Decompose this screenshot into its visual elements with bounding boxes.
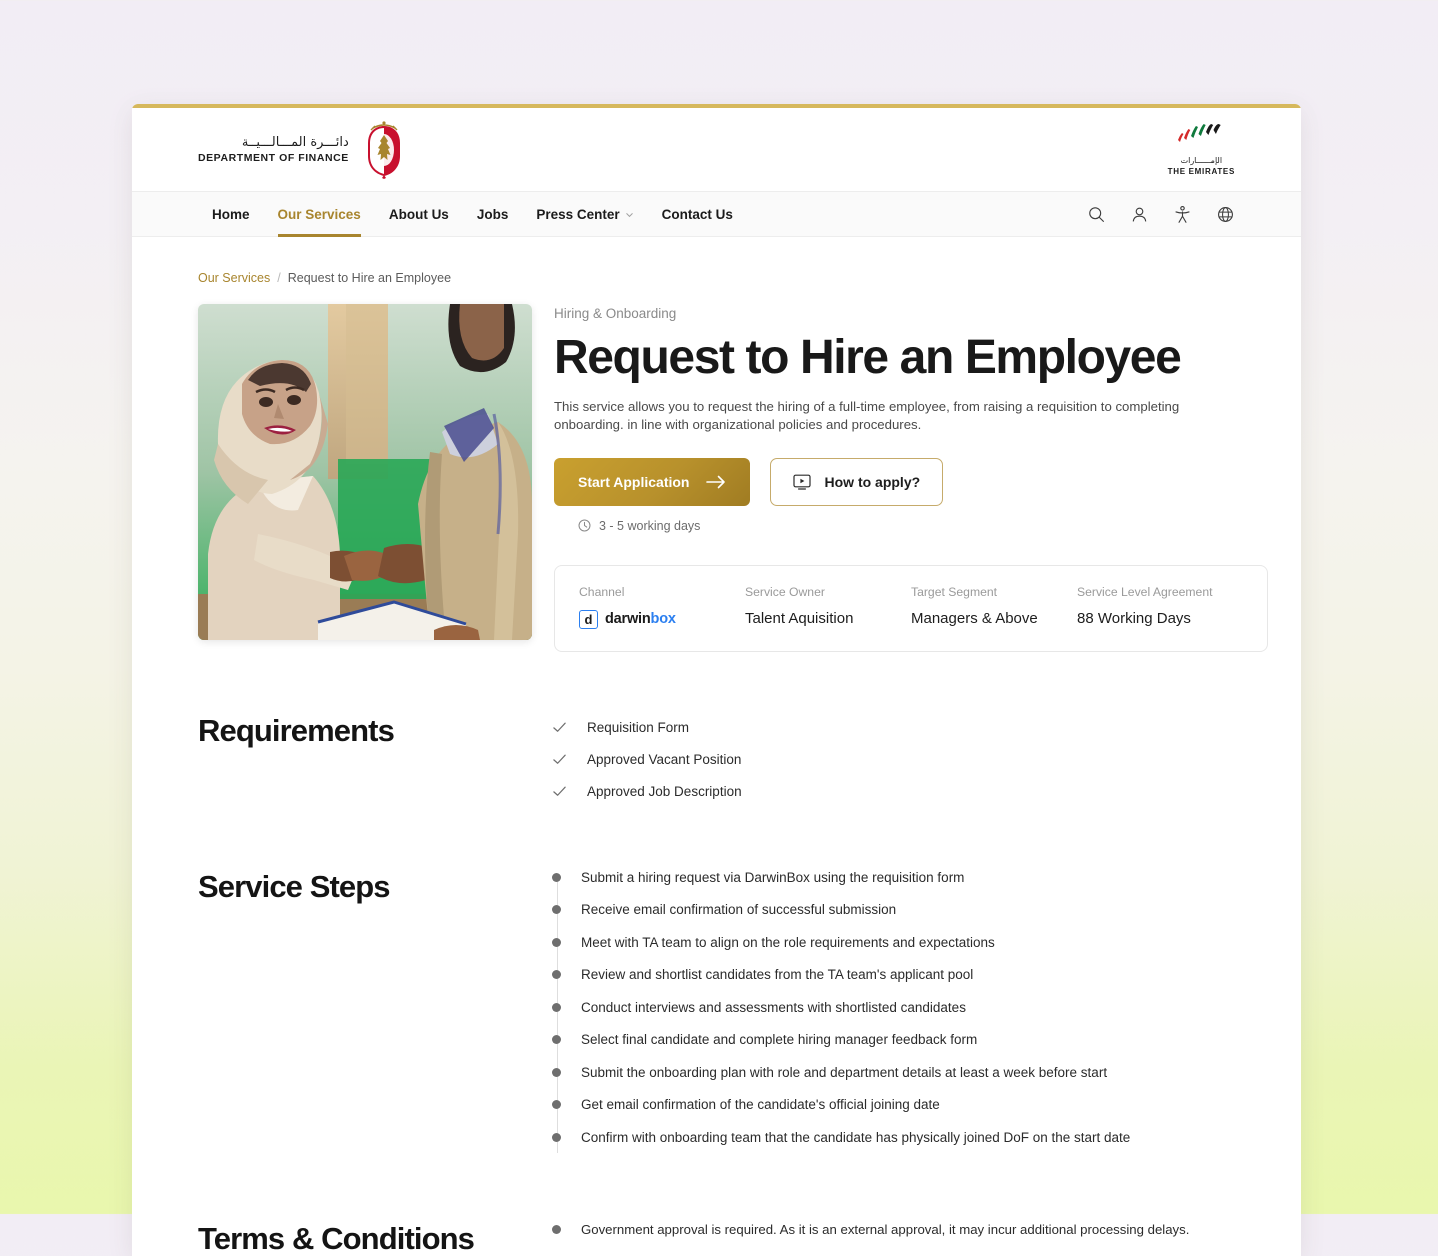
accessibility-icon[interactable] [1173,205,1192,224]
dof-logo-wordmark [198,134,349,165]
dof-logo[interactable] [198,121,407,179]
list-item-text: Select final candidate and complete hiring manager feedback form [581,1032,978,1048]
dof-logo-arabic: دائـــرة المـــالـــيــة [241,135,349,150]
timeline-dot-icon [552,1068,561,1077]
emirates-logo[interactable] [1168,124,1235,176]
page-card [132,104,1301,1256]
timeline-dot-icon [552,970,561,979]
list-item [552,1220,1235,1239]
timeline-dot-icon [552,938,561,947]
list-item [552,998,1235,1031]
list-item-text: Submit the onboarding plan with role and department details at least a week before start [581,1064,1108,1080]
list-item-text: Get email confirmation of the candidate's official joining date [581,1097,940,1113]
list-item-text: Government approval is required. As it is an external approval, it may incur additional processing delays. [581,1222,1190,1238]
nav-item-about-us[interactable] [375,191,463,237]
illustration-handshake-business-meeting-icon [198,304,532,640]
nav-label: Jobs [476,206,509,222]
language-globe-icon[interactable] [1216,205,1235,224]
list-item [552,1063,1235,1096]
check-icon [552,752,567,767]
list-item [552,744,1235,776]
timeline-dot-icon [552,1035,561,1044]
list-item-text: Conduct interviews and assessments with shortlisted candidates [581,999,966,1015]
check-icon [552,784,567,799]
darwinbox-logo [579,610,745,629]
video-play-icon [793,474,811,490]
darwinbox-mark-icon: d [579,610,598,629]
abu-dhabi-falcon-emblem-icon [361,121,407,179]
nav-item-contact-us[interactable] [648,191,747,237]
nav-links [198,191,747,237]
list-item-text: Submit a hiring request via DarwinBox using the requisition form [581,869,965,885]
list-item [552,965,1235,998]
list-item-text: Review and shortlist candidates from the TA team's applicant pool [581,967,974,983]
uae-flag-strokes-icon [1176,124,1226,154]
meta-sla [1077,585,1243,629]
meta-service-owner [745,585,911,629]
breadcrumb-parent-link[interactable]: Our Services [198,271,271,285]
main-navigation [132,191,1301,237]
list-item [552,1095,1235,1128]
list-item-text: Confirm with onboarding team that the candidate has physically joined DoF on the start date [581,1129,1131,1145]
terms-conditions-heading: Terms & Conditions [198,1221,475,1256]
list-item [552,933,1235,966]
meta-channel [579,585,745,629]
page-title: Request to Hire an Employee [554,331,1181,384]
cta-row [554,458,1268,533]
clock-icon [578,519,591,532]
arrow-right-icon [706,475,726,489]
timeline-dot-icon [552,1133,561,1142]
list-item [552,1128,1235,1161]
list-item [552,776,1235,808]
nav-item-press-center[interactable] [522,191,647,237]
service-meta-card [554,565,1268,652]
page-content [132,237,1301,1256]
nav-item-our-services[interactable] [264,191,375,237]
user-account-icon[interactable] [1130,205,1149,224]
emirates-logo-arabic: الإمــــــارات [1180,155,1223,165]
meta-target-segment [911,585,1077,629]
list-item-text: Approved Job Description [587,784,742,800]
hero-body [554,304,1268,652]
meta-value: 88 Working Days [1077,609,1191,627]
breadcrumb-current: Request to Hire an Employee [287,271,452,285]
timeline-dot-icon [552,873,561,882]
requirements-section [198,712,1235,808]
meta-label: Target Segment [911,584,998,599]
nav-label: About Us [388,206,449,222]
service-steps-heading: Service Steps [198,868,390,904]
bullet-dot-icon [552,1225,561,1234]
timeline-dot-icon [552,1100,561,1109]
breadcrumb [198,271,1235,285]
processing-duration [554,519,750,533]
check-icon [552,720,567,735]
duration-text: 3 - 5 working days [599,518,701,533]
nav-label: Home [212,206,250,222]
how-to-apply-button[interactable] [770,458,944,506]
darwinbox-wordmark: darwinbox [605,611,676,628]
timeline-dot-icon [552,1003,561,1012]
start-application-button[interactable] [554,458,750,506]
list-item [552,900,1235,933]
nav-label: Our Services [277,206,361,222]
nav-label: Contact Us [661,206,733,222]
meta-label: Service Level Agreement [1077,584,1213,599]
requirements-heading: Requirements [198,712,394,748]
timeline-dot-icon [552,905,561,914]
list-item [552,868,1235,901]
list-item [552,712,1235,744]
meta-label: Channel [579,584,625,599]
list-item [552,1030,1235,1063]
requirements-list [552,712,1235,808]
list-item-text: Requisition Form [587,720,690,736]
list-item-text: Meet with TA team to align on the role requirements and expectations [581,934,995,950]
nav-item-jobs[interactable] [463,191,523,237]
chevron-down-icon [625,210,634,219]
terms-conditions-list [552,1220,1235,1256]
nav-label: Press Center [536,206,620,222]
list-item-text: Receive email confirmation of successful submission [581,902,897,918]
service-category-label: Hiring & Onboarding [554,306,677,321]
masthead [132,108,1301,191]
list-item-text: Approved Vacant Position [587,752,742,768]
service-steps-section [198,868,1235,1161]
breadcrumb-separator: / [277,271,281,285]
terms-conditions-section [198,1220,1235,1256]
meta-value: Talent Aquisition [745,609,854,627]
meta-value: Managers & Above [911,609,1038,627]
nav-utility-icons [1087,205,1235,224]
meta-label: Service Owner [745,584,825,599]
service-description: This service allows you to request the hiring of a full-time employee, from raising a requisition to completing onboarding. in line with organizational policies and procedures. [554,398,1180,432]
hero-section [198,304,1235,652]
how-to-apply-label: How to apply? [824,473,921,490]
search-icon[interactable] [1087,205,1106,224]
start-application-label: Start Application [578,473,690,490]
nav-item-home[interactable] [198,191,264,237]
service-steps-list [552,868,1235,1161]
dof-logo-english: DEPARTMENT OF FINANCE [198,152,349,164]
emirates-logo-english: THE EMIRATES [1167,166,1235,176]
hero-illustration [198,304,532,640]
